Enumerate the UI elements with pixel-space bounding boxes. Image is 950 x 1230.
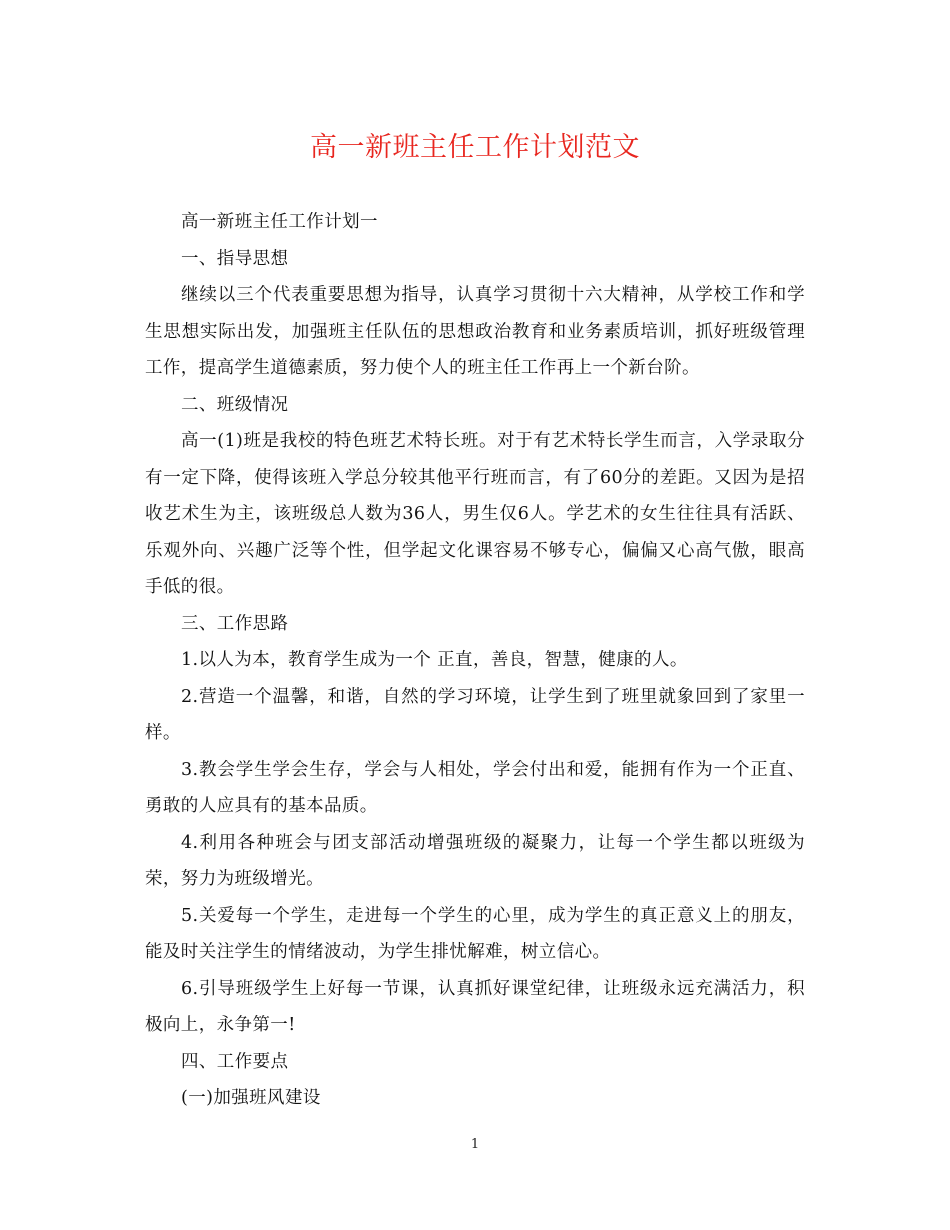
list-item-work-idea-6: 6.引导班级学生上好每一节课，认真抓好课堂纪律，让班级永远充满活力，积极向上，永争第一! bbox=[145, 978, 805, 1035]
paragraph-guiding-thought: 继续以三个代表重要思想为指导，认真学习贯彻十六大精神，从学校工作和学生思想实际出发，加强班主任队伍的思想政治教育和业务素质培训，抓好班级管理工作，提高学生道德素质，努力使个人的班主任工作再上一个新台阶。 bbox=[145, 285, 805, 378]
paragraph-class-situation: 高一(1)班是我校的特色班艺术特长班。对于有艺术特长学生而言，入学录取分有一定下降，使得该班入学总分较其他平行班而言，有了60分的差距。又因为是招收艺术生为主，该班级总人数为36人，男生仅6人。学艺术的女生往往具有活跃、乐观外向、兴趣广泛等个性，但学起文化课容易不够专心，偏偏又心高气傲，眼高手低的很。 bbox=[145, 431, 805, 597]
document-body bbox=[145, 204, 805, 1117]
subsection-heading-class-style: (一)加强班风建设 bbox=[181, 1088, 321, 1108]
section-heading-guiding-thought: 一、指导思想 bbox=[181, 248, 289, 269]
section-heading-plan-one: 高一新班主任工作计划一 bbox=[181, 212, 378, 232]
page-number: 1 bbox=[470, 1137, 480, 1152]
list-item-work-idea-2: 2.营造一个温馨，和谐，自然的学习环境，让学生到了班里就象回到了家里一样。 bbox=[145, 686, 805, 743]
list-item-work-idea-5: 5.关爱每一个学生，走进每一个学生的心里，成为学生的真正意义上的朋友，能及时关注学生的情绪波动，为学生排忧解难，树立信心。 bbox=[145, 905, 805, 962]
document-title: 高一新班主任工作计划范文 bbox=[310, 132, 640, 163]
section-heading-class-situation: 二、班级情况 bbox=[181, 394, 289, 415]
list-item-work-idea-3: 3.教会学生学会生存，学会与人相处，学会付出和爱，能拥有作为一个正直、勇敢的人应具有的基本品质。 bbox=[145, 759, 805, 816]
section-heading-work-ideas: 三、工作思路 bbox=[181, 613, 289, 634]
list-item-work-idea-1: 1.以人为本，教育学生成为一个 正直，善良，智慧，健康的人。 bbox=[181, 650, 688, 670]
section-heading-work-points: 四、工作要点 bbox=[181, 1051, 289, 1072]
list-item-work-idea-4: 4.利用各种班会与团支部活动增强班级的凝聚力，让每一个学生都以班级为荣，努力为班级增光。 bbox=[145, 832, 805, 889]
